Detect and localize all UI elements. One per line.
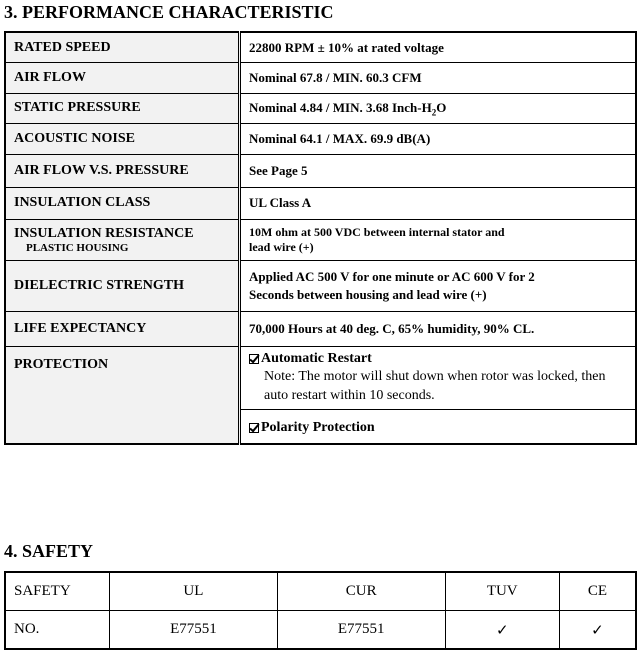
static-pressure-suffix: O [436, 99, 447, 115]
row-label: AIR FLOW V.S. PRESSURE [5, 154, 240, 187]
safety-cell: E77551 [110, 611, 278, 650]
row-label [5, 220, 240, 261]
row-label: ACOUSTIC NOISE [5, 124, 240, 155]
row-value: Nominal 67.8 / MIN. 60.3 CFM [240, 63, 637, 94]
performance-table [4, 31, 637, 445]
table-row [5, 124, 636, 155]
note-line: Note: The motor will shut down when rotor was locked, then [264, 368, 606, 384]
row-label: AIR FLOW [5, 63, 240, 94]
safety-cell: NO. [5, 611, 110, 650]
note-line: auto restart within 10 seconds. [264, 387, 435, 403]
static-pressure-prefix: Nominal 4.84 / MIN. 3.68 Inch-H [249, 99, 432, 115]
row-label: RATED SPEED [5, 32, 240, 63]
row-value [240, 93, 637, 124]
safety-header-cell: CE [559, 572, 636, 611]
check-mark-icon: ✓ [445, 611, 559, 650]
value-line: Seconds between housing and lead wire (+) [249, 286, 487, 302]
value-line: 10M ohm at 500 VDC between internal stator and [249, 225, 505, 240]
row-label: INSULATION CLASS [5, 187, 240, 220]
check-mark-icon: ✓ [559, 611, 636, 650]
protection-item-title: Automatic Restart [261, 350, 372, 366]
row-label: DIELECTRIC STRENGTH [5, 260, 240, 311]
protection-item-head [249, 420, 627, 436]
value-line: Applied AC 500 V for one minute or AC 600 V for 2 [249, 268, 535, 284]
row-value [240, 346, 637, 444]
row-value: 70,000 Hours at 40 deg. C, 65% humidity, 90% CL. [240, 311, 637, 346]
protection-item [249, 410, 627, 436]
plastic-housing-sublabel: PLASTIC HOUSING [26, 242, 129, 255]
performance-section-title: 3. PERFORMANCE CHARACTERISTIC [4, 2, 334, 22]
row-value: Nominal 64.1 / MAX. 69.9 dB(A) [240, 124, 637, 155]
safety-cell: E77551 [277, 611, 445, 650]
value-line: lead wire (+) [249, 240, 314, 255]
row-value: 22800 RPM ± 10% at rated voltage [240, 32, 637, 63]
table-row [5, 32, 636, 63]
row-value: UL Class A [240, 187, 637, 220]
safety-header-cell: TUV [445, 572, 559, 611]
checked-box-icon [249, 423, 259, 433]
table-row [5, 154, 636, 187]
row-value [240, 220, 637, 261]
safety-section-title: 4. SAFETY [4, 541, 94, 561]
protection-item [249, 347, 627, 405]
safety-header-cell: UL [110, 572, 278, 611]
protection-item-head [249, 351, 627, 367]
table-row [5, 311, 636, 346]
safety-table [4, 571, 637, 650]
protection-item-title: Polarity Protection [261, 419, 375, 435]
table-row [5, 63, 636, 94]
row-value [240, 260, 637, 311]
table-row [5, 572, 636, 611]
row-value: See Page 5 [240, 154, 637, 187]
table-row [5, 611, 636, 650]
safety-header-cell: SAFETY [5, 572, 110, 611]
protection-note [249, 367, 627, 405]
protection-list [249, 347, 627, 443]
table-row [5, 220, 636, 261]
table-row [5, 346, 636, 444]
safety-header-cell: CUR [277, 572, 445, 611]
static-pressure-subscript: 2 [431, 107, 437, 118]
row-label: PROTECTION [5, 346, 240, 444]
table-row [5, 93, 636, 124]
table-row [5, 260, 636, 311]
checked-box-icon [249, 354, 259, 364]
row-label: LIFE EXPECTANCY [5, 311, 240, 346]
insulation-resistance-label: INSULATION RESISTANCE [14, 226, 194, 242]
row-label: STATIC PRESSURE [5, 93, 240, 124]
table-row [5, 187, 636, 220]
